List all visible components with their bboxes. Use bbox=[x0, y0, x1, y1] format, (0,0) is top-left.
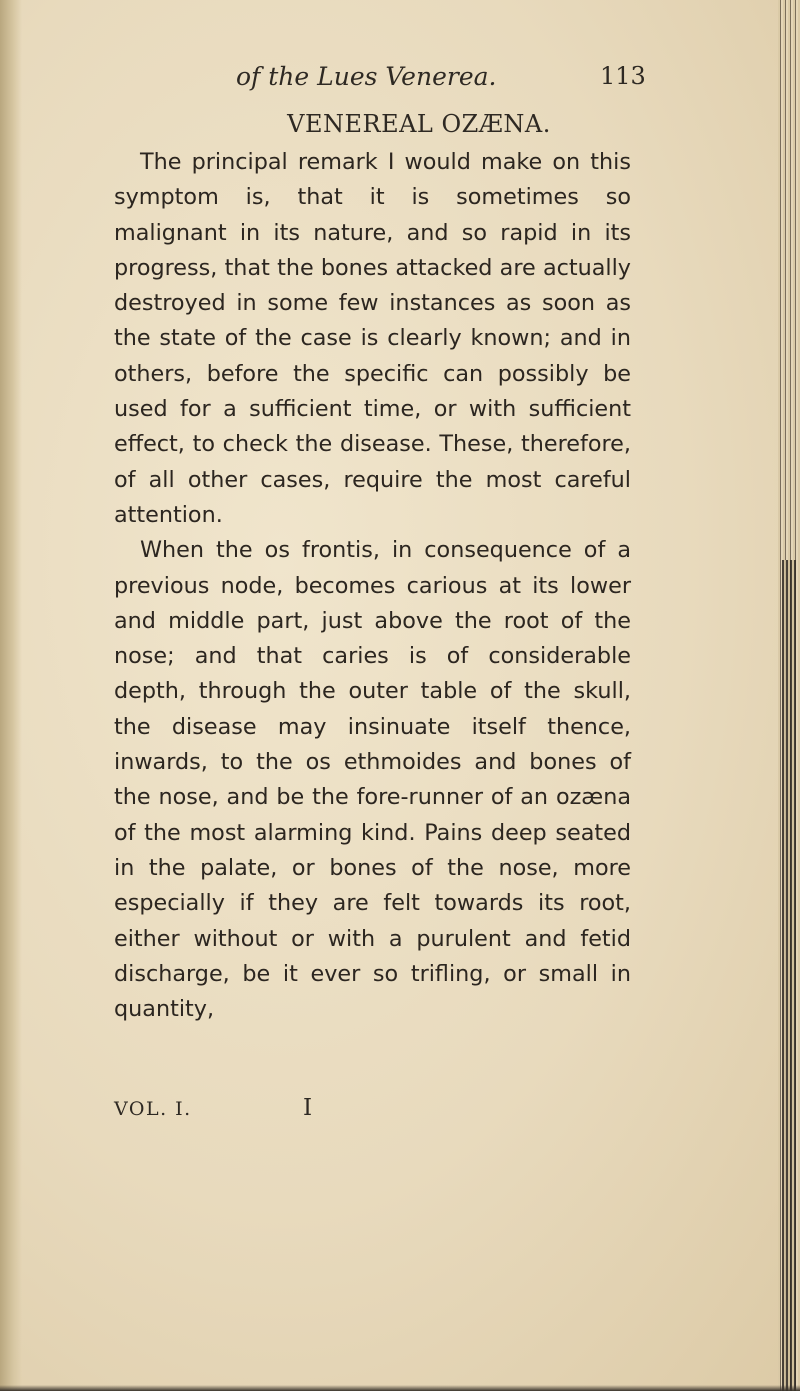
running-header bbox=[236, 62, 696, 102]
page-bottom-edge bbox=[0, 1385, 800, 1391]
volume-label: VOL. I. bbox=[114, 1098, 192, 1120]
page-edges-dark bbox=[782, 560, 796, 1391]
paragraph-1: The principal remark I would make on this symptom is, that it is sometimes so malignant in its nature, and so rapid in its progress, that the bones attacked are actually destroyed in some few instances as soon as the state of the case is clearly known; and in others, before the specific can possibly be used for a sufficient time, or with sufficient effect, to check the disease. These, therefore, of all other cases, require the most careful attention. bbox=[114, 149, 631, 528]
body-text bbox=[114, 145, 631, 1027]
page-footer bbox=[114, 1095, 414, 1128]
signature-mark: I bbox=[303, 1095, 313, 1121]
running-title: of the Lues Venerea. bbox=[236, 62, 497, 91]
page-number: 113 bbox=[600, 62, 646, 90]
section-heading: VENEREAL OZÆNA. bbox=[287, 110, 551, 138]
page-gutter-shadow bbox=[0, 0, 22, 1391]
paragraph-2: When the os frontis, in consequence of a previous node, becomes carious at its lower and middle part, just above the root of the nose; and that caries is of considerable depth, through the outer table of the skull, the disease may insinuate itself thence, inwards, to the os ethmoides and bones of the nose, and be the fore-runner of an ozæna of the most alarming kind. Pains deep seated in the palate, or bones of the nose, more especially if they are felt towards its root, either without or with a purulent and fetid discharge, be it ever so trifling, or small in quantity, bbox=[114, 537, 631, 1023]
